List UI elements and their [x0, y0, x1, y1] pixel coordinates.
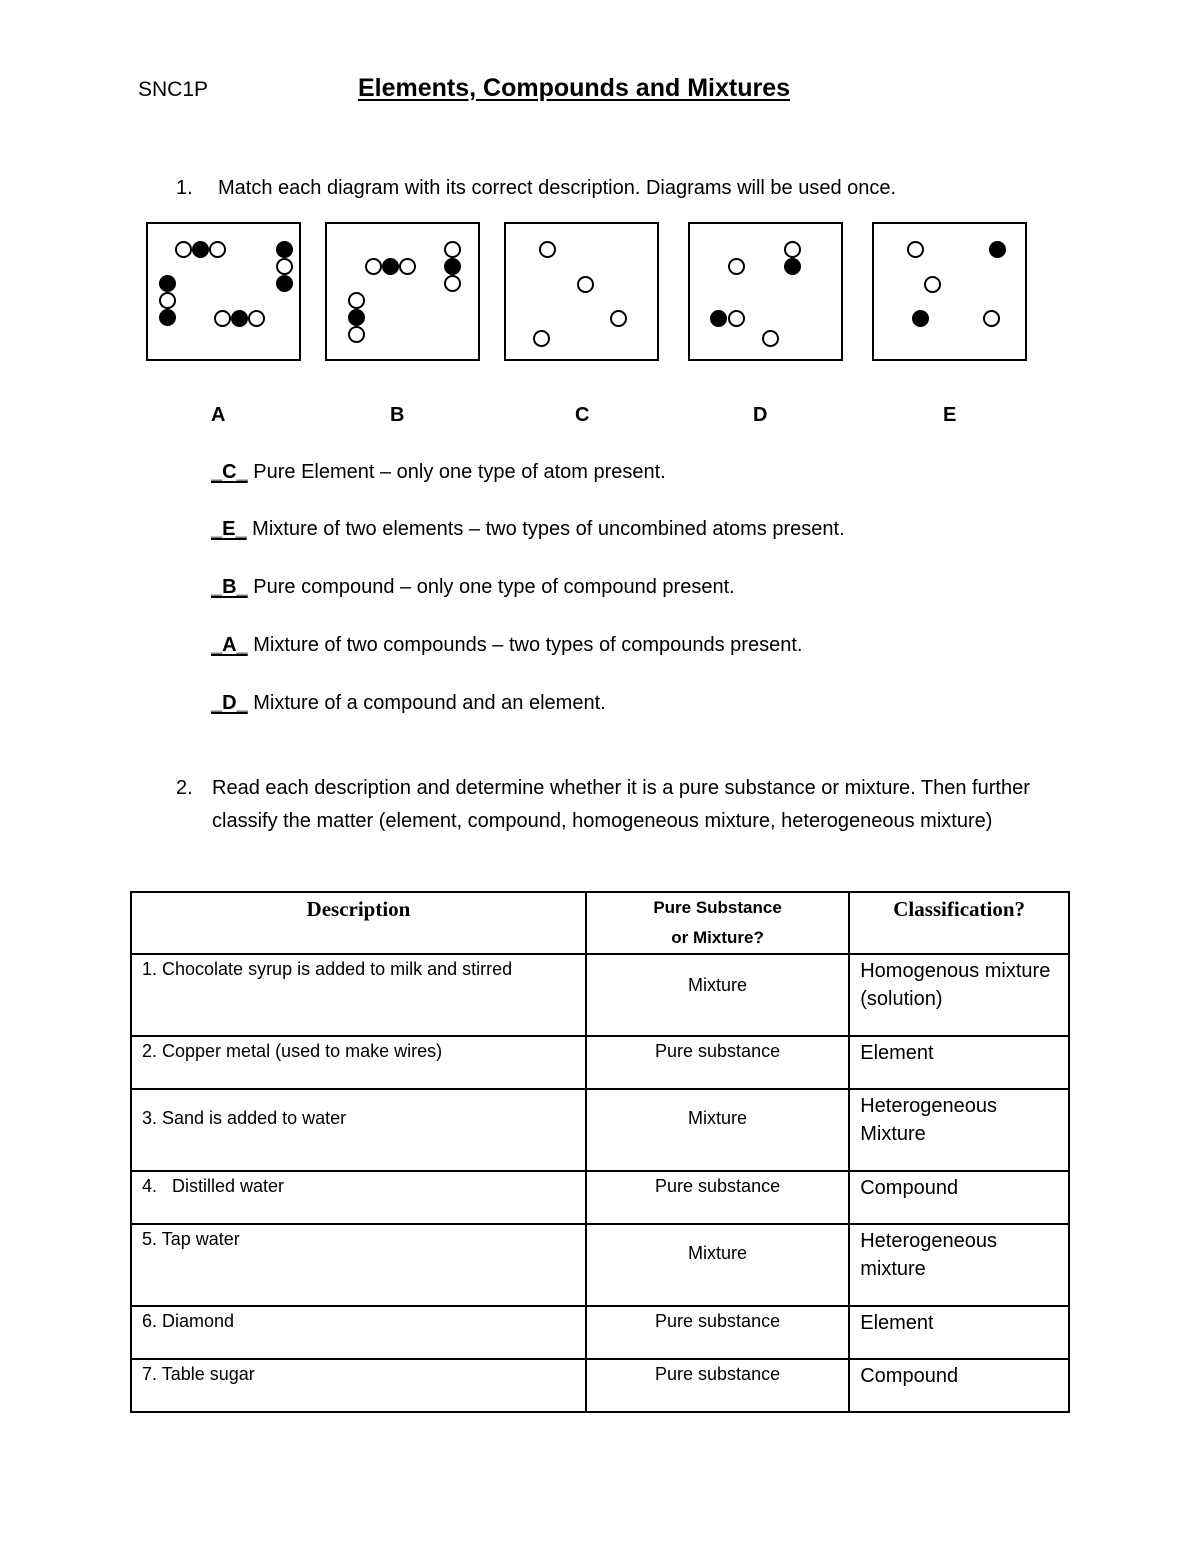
question-1-prompt: Match each diagram with its correct description. Diagrams will be used once.: [218, 177, 897, 199]
open-atom-icon: [175, 241, 192, 258]
table-row: [131, 1224, 1069, 1306]
answer-blank[interactable]: _B_: [211, 576, 248, 598]
row-classification[interactable]: Homogenous mixture (solution): [849, 954, 1069, 1036]
answer-line-1: [211, 461, 666, 484]
header-pure-line1: Pure Substance: [653, 898, 782, 917]
open-atom-icon: [762, 330, 779, 347]
diagram-box-c: [504, 222, 659, 361]
header-description: Description: [131, 892, 586, 954]
question-2-number: 2.: [176, 777, 193, 799]
open-atom-icon: [348, 326, 365, 343]
row-type[interactable]: Mixture: [586, 1224, 849, 1306]
open-atom-icon: [577, 276, 594, 293]
table-row: [131, 1359, 1069, 1412]
question-2-prompt: Read each description and determine whether it is a pure substance or mixture. Then further classify the matter (element, compound, homogeneous mixture, heterogeneous mixture): [212, 777, 1030, 832]
row-classification[interactable]: Element: [849, 1036, 1069, 1089]
row-type[interactable]: Pure substance: [586, 1306, 849, 1359]
open-atom-icon: [248, 310, 265, 327]
answer-blank[interactable]: _A_: [211, 634, 248, 656]
filled-atom-icon: [348, 309, 365, 326]
open-atom-icon: [533, 330, 550, 347]
diagram-label-d: D: [753, 404, 768, 426]
filled-atom-icon: [276, 275, 293, 292]
open-atom-icon: [365, 258, 382, 275]
open-atom-icon: [348, 292, 365, 309]
row-description: 6. Diamond: [131, 1306, 586, 1359]
row-description: 5. Tap water: [131, 1224, 586, 1306]
open-atom-icon: [784, 241, 801, 258]
page-title: Elements, Compounds and Mixtures: [358, 74, 791, 102]
classification-table: [130, 891, 1070, 1413]
header-classification: Classification?: [849, 892, 1069, 954]
table-row: [131, 1306, 1069, 1359]
diagram-box-d: [688, 222, 843, 361]
table-row: [131, 1089, 1069, 1171]
filled-atom-icon: [382, 258, 399, 275]
row-description: 3. Sand is added to water: [131, 1089, 586, 1171]
row-description: 7. Table sugar: [131, 1359, 586, 1412]
filled-atom-icon: [444, 258, 461, 275]
row-description: 2. Copper metal (used to make wires): [131, 1036, 586, 1089]
answer-description: Pure compound – only one type of compound present.: [253, 576, 735, 598]
row-classification[interactable]: Element: [849, 1306, 1069, 1359]
diagram-box-a: [146, 222, 301, 361]
open-atom-icon: [728, 310, 745, 327]
row-type[interactable]: Mixture: [586, 954, 849, 1036]
table-row: [131, 954, 1069, 1036]
open-atom-icon: [539, 241, 556, 258]
row-type[interactable]: Pure substance: [586, 1171, 849, 1224]
answer-blank[interactable]: _D_: [211, 692, 248, 714]
filled-atom-icon: [159, 309, 176, 326]
diagram-label-a: A: [211, 404, 226, 426]
open-atom-icon: [924, 276, 941, 293]
header-pure-line2: or Mixture?: [671, 928, 764, 947]
diagram-label-e: E: [943, 404, 957, 426]
diagram-label-b: B: [390, 404, 405, 426]
answer-blank[interactable]: _E_: [211, 518, 247, 540]
open-atom-icon: [444, 241, 461, 258]
table-header-row: [131, 892, 1069, 954]
answer-blank[interactable]: _C_: [211, 461, 248, 483]
open-atom-icon: [214, 310, 231, 327]
row-classification[interactable]: Heterogeneous Mixture: [849, 1089, 1069, 1171]
answer-description: Mixture of two elements – two types of uncombined atoms present.: [252, 518, 845, 540]
filled-atom-icon: [989, 241, 1006, 258]
row-classification[interactable]: Compound: [849, 1359, 1069, 1412]
diagram-label-c: C: [575, 404, 590, 426]
filled-atom-icon: [710, 310, 727, 327]
course-code: SNC1P: [138, 78, 209, 101]
open-atom-icon: [399, 258, 416, 275]
answer-line-3: [211, 576, 735, 599]
row-type[interactable]: Pure substance: [586, 1359, 849, 1412]
row-description: 1. Chocolate syrup is added to milk and stirred: [131, 954, 586, 1036]
row-type[interactable]: Pure substance: [586, 1036, 849, 1089]
table-row: [131, 1171, 1069, 1224]
filled-atom-icon: [784, 258, 801, 275]
filled-atom-icon: [231, 310, 248, 327]
filled-atom-icon: [276, 241, 293, 258]
answer-description: Mixture of two compounds – two types of compounds present.: [253, 634, 803, 656]
answer-description: Pure Element – only one type of atom present.: [253, 461, 666, 483]
question-1-number: 1.: [176, 177, 193, 199]
open-atom-icon: [983, 310, 1000, 327]
answer-line-2: [211, 518, 845, 541]
open-atom-icon: [907, 241, 924, 258]
diagram-box-e: [872, 222, 1027, 361]
open-atom-icon: [610, 310, 627, 327]
row-description: 4. Distilled water: [131, 1171, 586, 1224]
diagram-box-b: [325, 222, 480, 361]
filled-atom-icon: [192, 241, 209, 258]
row-type[interactable]: Mixture: [586, 1089, 849, 1171]
answer-line-4: [211, 634, 802, 657]
header-pure-or-mixture: [586, 892, 849, 954]
answer-description: Mixture of a compound and an element.: [253, 692, 606, 714]
open-atom-icon: [444, 275, 461, 292]
open-atom-icon: [276, 258, 293, 275]
table-row: [131, 1036, 1069, 1089]
filled-atom-icon: [912, 310, 929, 327]
answer-line-5: [211, 692, 606, 715]
row-classification[interactable]: Heterogeneous mixture: [849, 1224, 1069, 1306]
filled-atom-icon: [159, 275, 176, 292]
open-atom-icon: [159, 292, 176, 309]
open-atom-icon: [728, 258, 745, 275]
open-atom-icon: [209, 241, 226, 258]
row-classification[interactable]: Compound: [849, 1171, 1069, 1224]
